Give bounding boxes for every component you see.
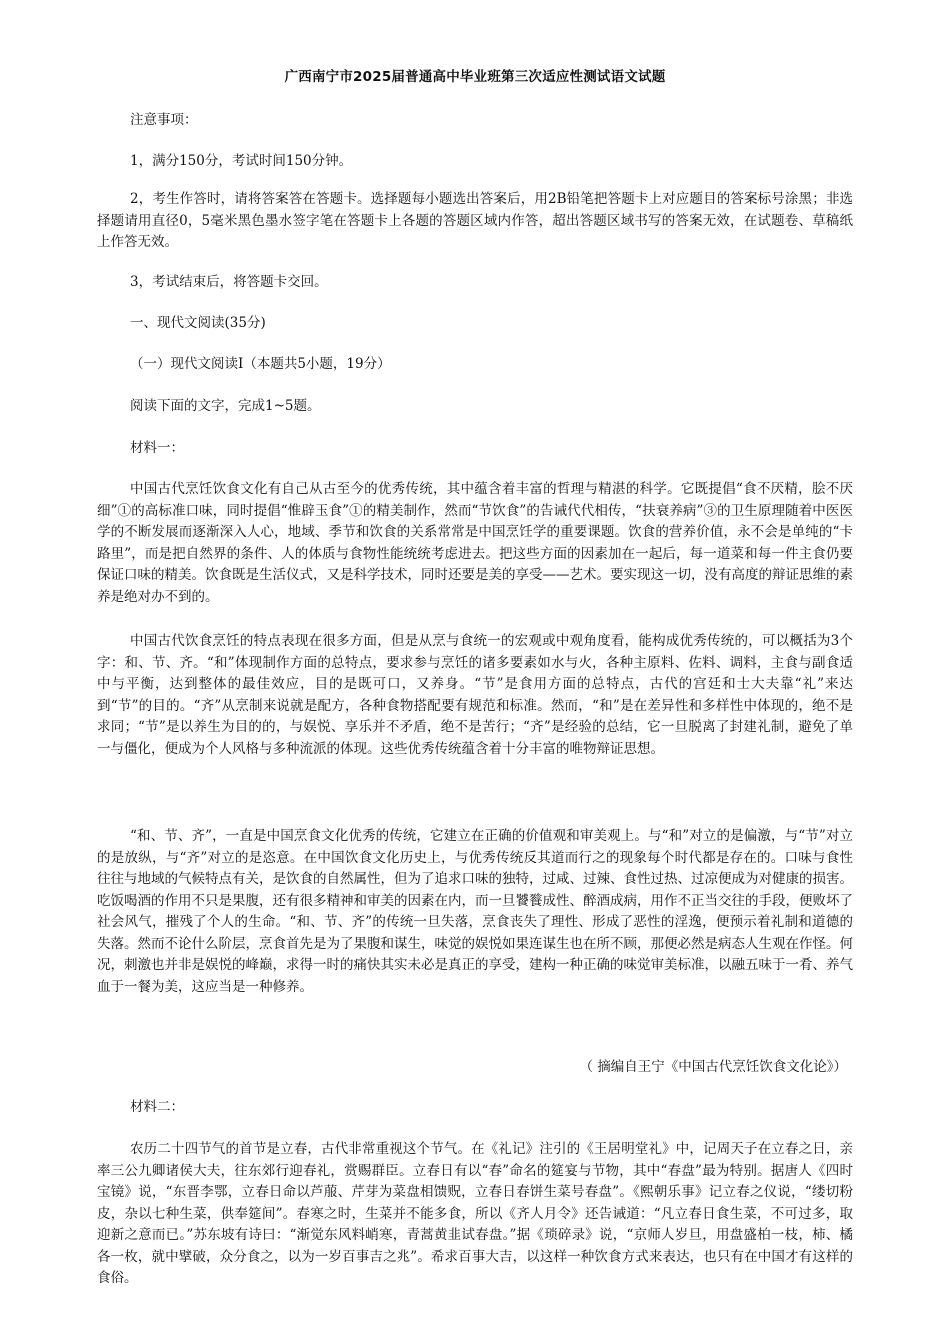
material-2-label: 材料二： (130, 1099, 184, 1115)
section-1-subheading: （一）现代文阅读Ⅰ（本题共5小题，19分） (130, 356, 391, 372)
material-1-source: （ 摘编自王宁《中国古代烹饪饮食文化论》） (579, 1059, 847, 1075)
material-1-label: 材料一： (130, 440, 184, 456)
material-1-paragraph-2: 中国古代饮食烹饪的特点表现在很多方面，但是从烹与食统一的宏观或中观角度看，能构成优秀传统的，可以概括为3个字：和、节、齐。“和”体现制作方面的总特点，要求参与烹饪的诸多要素如水与火，各种主原料、佐料、调料，主食与副食适中与平衡，达到整体的最佳效应，目的是既可口，又养身。“节”是食用方面的总特点，古代的宫廷和士大夫靠“礼”来达到“节”的目的。“齐”从烹制来说就是配方，各种食物搭配要有规范和标准。然而，“和”是在差异性和多样性中体现的，绝不是求同；“节”是以养生为目的的，与娱悦、享乐并不矛盾，绝不是苦行；“齐”是经验的总结，它一旦脱离了封建礼制，避免了单一与僵化，便成为个人风格与多种流派的体现。这些优秀传统蕴含着十分丰富的唯物辩证思想。 (97, 633, 853, 757)
section-1-heading: 一、现代文阅读(35分) (130, 315, 266, 331)
material-2-paragraph-1: 农历二十四节气的首节是立春，古代非常重视这个节气。在《礼记》注引的《王居明堂礼》中，记周天子在立春之日，亲率三公九卿诸侯大夫，往东郊行迎春礼，赏赐群臣。立春日有以“春”命名的筵宴与节物，其中“春盘”最为特别。据唐人《四时宝镜》说，“东晋李鄂，立春日命以芦菔、芹芽为菜盘相馈贶，立春日春饼生菜号春盘”。《熙朝乐事》记立春之仪说，“缕切粉皮，杂以七种生菜，供奉筵间”。春寒之时，生菜并不能多食，所以《齐人月令》还告诫道：“凡立春日食生菜，不可过多，取迎新之意而已。”苏东坡有诗曰：“渐觉东风料峭寒，青蒿黄韭试春盘。”据《琐碎录》说，“京师人岁旦，用盘盛柏一枝，柿、橘各一枚，就中擘破，众分食之，以为一岁百事吉之兆”。希求百事大吉，以这样一种饮食方式来表达，也只有在中国才有这样的食俗。 (97, 1141, 853, 1286)
notice-item-1: 1，满分150分，考试时间150分钟。 (130, 153, 353, 169)
notice-item-2: 2，考生作答时，请将答案答在答题卡。选择题每小题选出答案后，用2B铅笔把答题卡上对应题目的答案标号涂黑；非选择题请用直径0，5毫米黑色墨水签字笔在答题卡上各题的答题区域内作答，超出答题区域书写的答案无效，在试题卷、草稿纸上作答无效。 (97, 191, 853, 250)
notice-heading: 注意事项： (130, 112, 198, 128)
exam-title: 广西南宁市2025届普通高中毕业班第三次适应性测试语文试题 (284, 69, 666, 85)
reading-instruction: 阅读下面的文字，完成1~5题。 (130, 398, 321, 414)
material-1-paragraph-1: 中国古代烹饪饮食文化有自己从古至今的优秀传统，其中蕴含着丰富的哲理与精湛的科学。它既提倡“食不厌精，脍不厌细”①的高标准口味，同时提倡“惟辟玉食”①的精美制作，然而“节饮食”的告诫代代相传，“扶衰养病”③的卫生原理随着中医医学的不断发展而逐渐深入人心，地域、季节和饮食的关系常常是中国烹饪学的重要课题。饮食的营养价值，永不会是单纯的“卡路里”，而是把自然界的条件、人的体质与食物性能统统考虑进去。把这些方面的因素加在一起后，每一道菜和每一件主食仍要保证口味的精美。饮食既是生活仪式，又是科学技术，同时还要是美的享受——艺术。要实现这一切，没有高度的辩证思维的素养是绝对办不到的。 (97, 481, 853, 605)
notice-item-3: 3，考试结束后，将答题卡交回。 (130, 274, 328, 290)
material-1-paragraph-3: “和、节、齐”，一直是中国烹食文化优秀的传统，它建立在正确的价值观和审美观上。与“和”对立的是偏激，与“节”对立的是放纵，与“齐”对立的是恣意。在中国饮食文化历史上，与优秀传统反其道而行之的现象每个时代都是存在的。口味与食性往往与地域的气候特点有关，是饮食的自然属性，但为了追求口味的独特，过咸、过辣、食性过热、过凉便成为对健康的损害。吃饭喝酒的作用不只是果腹，还有很多精神和审美的因素在内，而一旦饕餮成性、醉酒成病，用作不正当交往的手段，便败坏了社会风气，摧残了个人的生命。“和、节、齐”的传统一旦失落，烹食丧失了理性、形成了恶性的淫逸，便预示着礼制和道德的失落。然而不论什么阶层，烹食首先是为了果腹和谋生，味觉的娱悦如果连谋生也在所不顾，那便必然是病态人生观在作怪。何况，刺激也并非是娱悦的峰巅，求得一时的痛快其实未必是真正的享受，建构一种正确的味觉审美标准，以融五味于一肴、养气血于一餐为美，这应当是一种修养。 (97, 828, 853, 995)
